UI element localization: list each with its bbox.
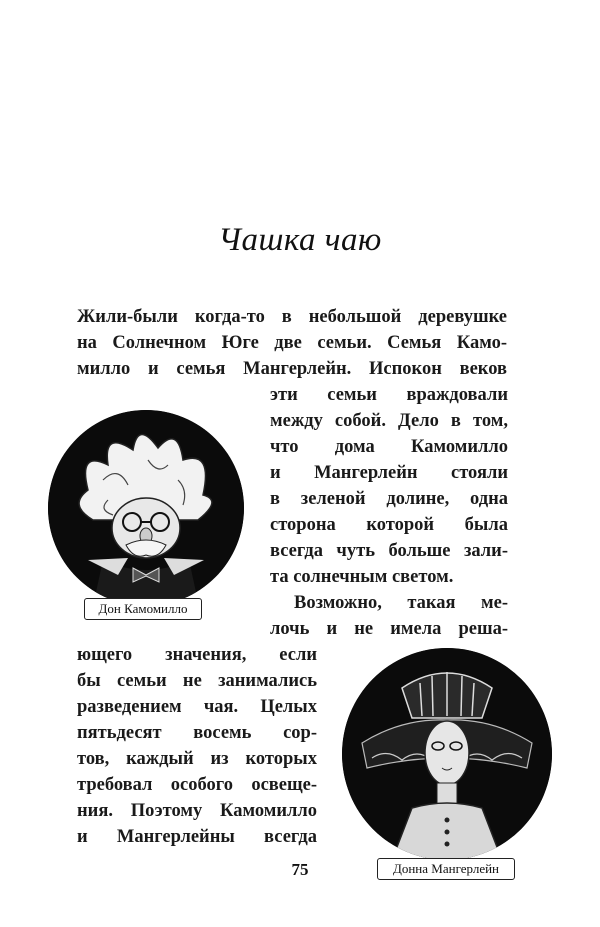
text-line: и Мангерлейны всегда [77, 827, 317, 847]
text-line: бы семьи не занимались [77, 671, 317, 691]
text-line: пятьдесят восемь сор- [77, 723, 317, 743]
old-man-illustration [48, 410, 244, 606]
text-line: всегда чуть больше зали- [270, 541, 508, 561]
caption-don-kamomillo: Дон Камомилло [84, 598, 202, 620]
portrait-don-kamomillo [48, 410, 244, 606]
text-line: Жили-были когда-то в небольшой деревушке [77, 307, 507, 327]
text-line: и Мангерлейн стояли [270, 463, 508, 483]
text-line: Возможно, такая ме- [294, 593, 508, 613]
text-line: сторона которой была [270, 515, 508, 535]
text-line: ющего значения, если [77, 645, 317, 665]
text-line: эти семьи враждовали [270, 385, 508, 405]
portrait-donna-mangerlein [342, 648, 552, 860]
caption-donna-mangerlein: Донна Мангерлейн [377, 858, 515, 880]
text-line: в зеленой долине, одна [270, 489, 508, 509]
text-line: на Солнечном Юге две семьи. Семья Камо- [77, 333, 507, 353]
text-line: лочь и не имела реша- [270, 619, 508, 639]
text-line: требовал особого освеще- [77, 775, 317, 795]
text-line: между собой. Дело в том, [270, 411, 508, 431]
text-line: тов, каждый из которых [77, 749, 317, 769]
text-line: милло и семья Мангерлейн. Испокон веков [77, 359, 507, 379]
lady-illustration [342, 648, 552, 860]
chapter-title: Чашка чаю [218, 222, 382, 258]
text-line: что дома Камомилло [270, 437, 508, 457]
page-number: 75 [291, 860, 309, 879]
text-line: ния. Поэтому Камомилло [77, 801, 317, 821]
text-line: та солнечным светом. [270, 567, 454, 587]
text-line: разведением чая. Целых [77, 697, 317, 717]
